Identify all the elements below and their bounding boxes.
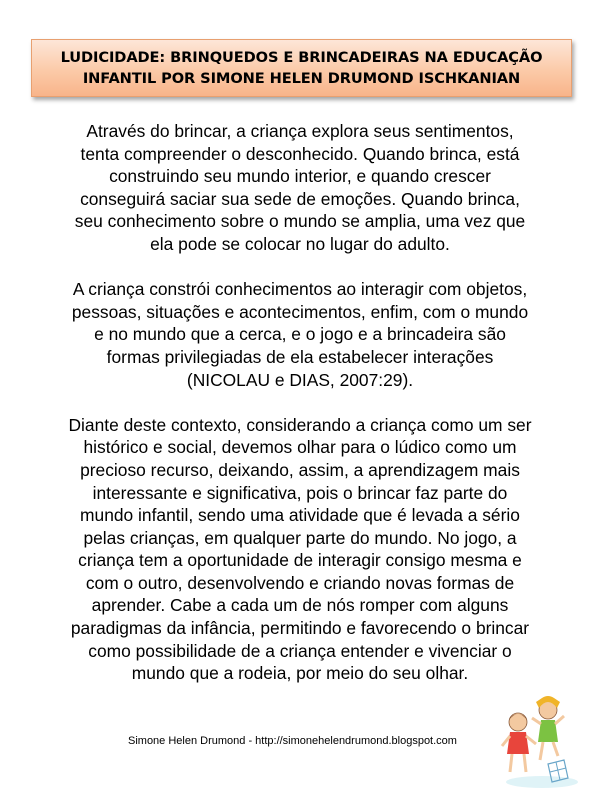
page-title: LUDICIDADE: BRINQUEDOS E BRINCADEIRAS NA EDUCAÇÃO INFANTIL POR SIMONE HELEN DRUMOND ISCHKANIAN <box>60 49 543 87</box>
children-playing-illustration <box>496 690 580 790</box>
footer-credit: Simone Helen Drumond - http://simonehelendrumond.blogspot.com <box>128 735 457 747</box>
paragraph-2: A criança constrói conhecimentos ao interagir com objetos, pessoas, situações e acontecimentos, enfim, com o mundo e no mundo que a cerca, e o jogo e a brincadeira são formas privilegiadas de ela estabelecer interações (NICOLAU e DIAS, 2007:29). <box>71 279 529 390</box>
title-banner <box>31 39 572 97</box>
paragraph-3: Diante deste contexto, considerando a criança como um ser histórico e social, devemos olhar para o lúdico como um precioso recurso, deixando, assim, a aprendizagem mais interessante e significativa, pois o brincar faz parte do mundo infantil, sendo uma atividade que é levada a sério pelas crianças, em qualquer parte do mundo. No jogo, a criança tem a oportunidade de interagir consigo mesma e com o outro, desenvolvendo e criando novas formas de aprender. Cabe a cada um de nós romper com alguns paradigmas da infância, permitindo e favorecendo o brincar como possibilidade de a criança entender e vivenciar o mundo que a rodeia, por meio do seu olhar. <box>68 414 532 684</box>
article-body <box>16 120 584 707</box>
paragraph-1: Através do brincar, a criança explora seus sentimentos, tenta compreender o desconhecido. Quando brinca, está construindo seu mundo interior, e quando crescer conseguirá saciar sua sede de emoções. Quando brinca, seu conhecimento sobre o mundo se amplia, uma vez que ela pode se colocar no lugar do adulto. <box>74 121 526 254</box>
